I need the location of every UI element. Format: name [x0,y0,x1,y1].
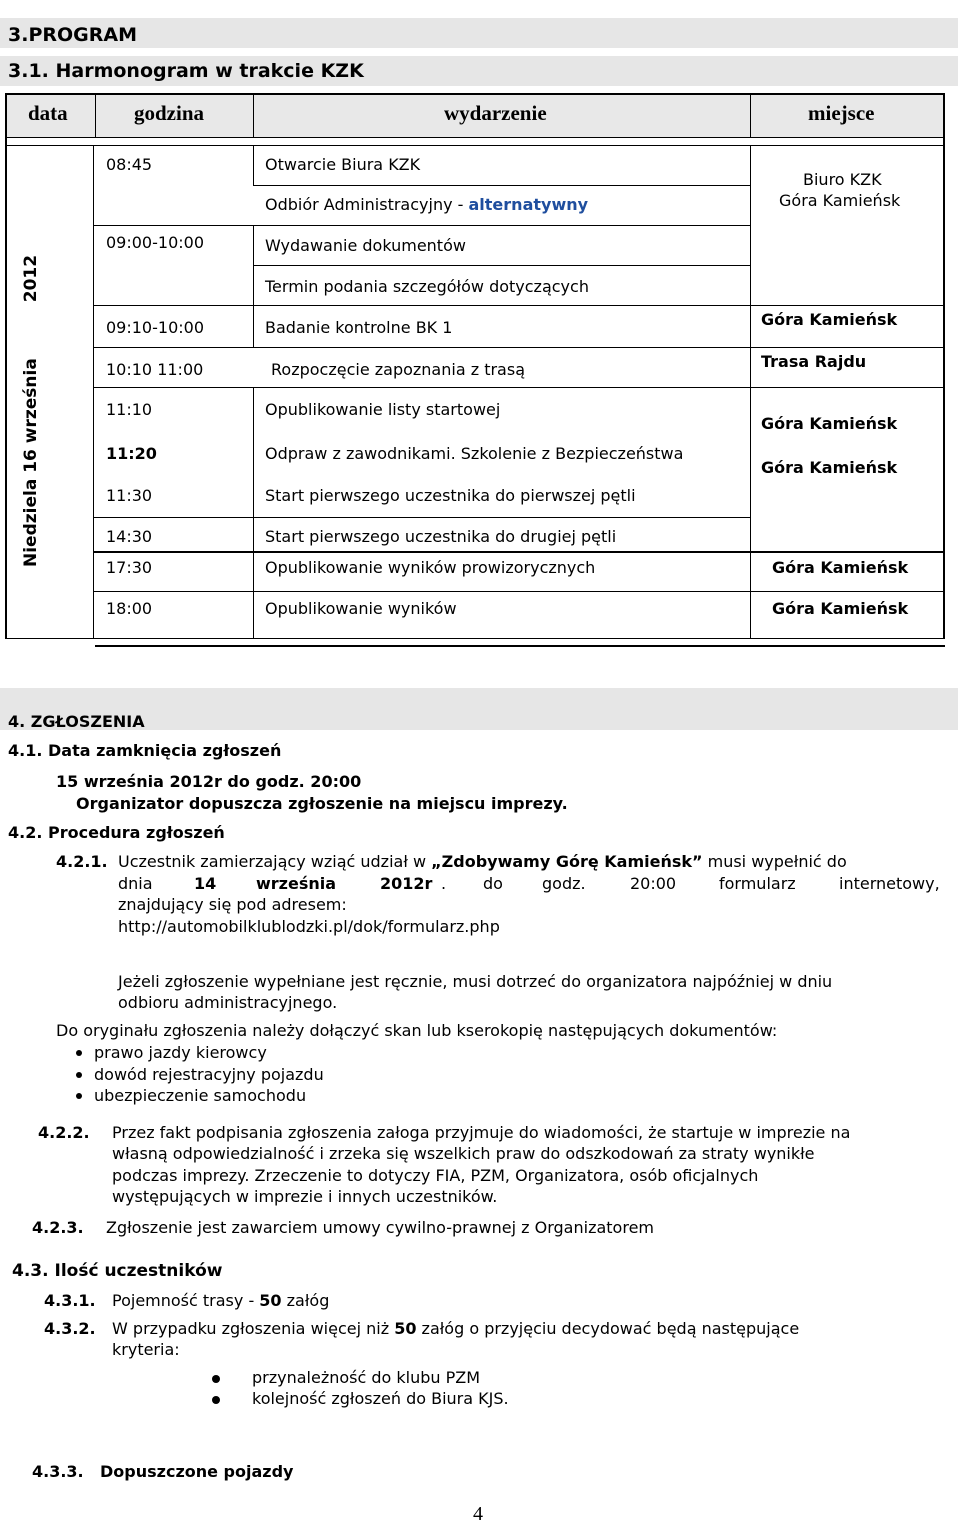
text: załóg [281,1291,330,1310]
page-number: 4 [473,1503,483,1525]
table-border [750,145,751,551]
row-place: Góra Kamieńsk [761,414,898,433]
row-event: Start pierwszego uczestnika do pierwszej pętli [265,486,636,505]
section433-title: Dopuszczone pojazdy [100,1462,294,1481]
section432-line2: kryteria: [112,1340,180,1359]
row-place: Góra Kamieńsk [772,599,909,618]
manual-note-line2: odbioru administracyjnego. [118,993,338,1012]
table-border [95,638,945,639]
doc-item: prawo jazdy kierowcy [94,1043,267,1062]
manual-note-line1: Jeżeli zgłoszenie wypełniane jest ręcznie, musi dotrzeć do organizatora najpóźniej w dniu [118,972,833,991]
section3-title: 3.PROGRAM [8,24,137,46]
criteria-item: przynależność do klubu PZM [252,1368,481,1387]
date-label-year: 2012 [21,254,41,303]
header-miejsce: miejsce [808,101,875,125]
row-place: Góra Kamieńsk [772,558,909,577]
section421-text: musi wypełnić do [702,852,847,871]
bullet-icon [76,1050,82,1056]
bullet-icon [76,1072,82,1078]
row-time: 11:10 [106,400,153,419]
section422-line: własną odpowiedzialność i zrzeka się wszelkich praw do odszkodowań za straty wynikłe [112,1144,815,1163]
section431-num: 4.3.1. [44,1291,96,1310]
section422-line: podczas imprezy. Zrzeczenie to dotyczy FIA, PZM, Organizatora, osób oficjalnych [112,1166,759,1185]
row-place: Trasa Rajdu [761,352,867,371]
row-time: 09:10-10:00 [106,318,204,337]
section41-title: 4.1. Data zamknięcia zgłoszeń [8,741,282,760]
quote-open: „ [431,852,442,871]
word: 2012r [380,874,433,893]
doc-item: ubezpieczenie samochodu [94,1086,307,1105]
number: 50 [259,1291,282,1310]
table-border [5,93,945,95]
row-place: Góra Kamieńsk [761,310,898,329]
row-event-text: Odbiór Administracyjny - [265,195,469,214]
table-border [93,145,94,639]
row-time: 17:30 [106,558,153,577]
quote-close: ” [692,852,703,871]
section43-title: 4.3. Ilość uczestników [12,1261,223,1281]
bullet-icon [212,1396,220,1404]
row-event: Opublikowanie wyników [265,599,457,618]
text: załóg o przyjęciu decydować będą następujące [416,1319,800,1338]
word: do [483,874,503,893]
header-godzina: godzina [134,101,205,125]
bullet-icon [212,1375,220,1383]
biuro-place: Biuro KZK [803,170,882,189]
row-time: 10:10 11:00 [106,360,204,379]
row-event: Odpraw z zawodnikami. Szkolenie z Bezpieczeństwa [265,444,684,463]
documents-intro: Do oryginału zgłoszenia należy dołączyć skan lub kserokopię następujących dokumentów: [56,1021,778,1040]
section423-num: 4.2.3. [32,1218,84,1237]
header-data: data [28,101,68,125]
section421-text: Uczestnik zamierzający wziąć udział w [118,852,432,871]
row-time: 11:30 [106,486,153,505]
row-time: 11:20 [106,444,157,463]
section423-text: Zgłoszenie jest zawarciem umowy cywilno-prawnej z Organizatorem [106,1218,654,1237]
biuro-place: Góra Kamieńsk [779,191,901,210]
table-border [5,93,7,639]
table-border [943,93,945,639]
word: formularz [719,874,796,893]
row-event: Otwarcie Biura KZK [265,155,421,174]
section421-line1 [118,852,847,871]
word: dnia [118,874,153,893]
section422-num: 4.2.2. [38,1123,90,1142]
table-border [253,93,254,137]
table-border [93,225,750,226]
section421-line3: znajdujący się pod adresem: [118,895,347,914]
row-time: 14:30 [106,527,153,546]
header-wydarzenie: wydarzenie [444,101,547,125]
word: . [441,874,447,893]
section4-title: 4. ZGŁOSZENIA [8,712,145,731]
table-border [93,591,945,592]
table-border [750,551,751,639]
section432-text [112,1319,799,1338]
row-time: 09:00-10:00 [106,233,204,252]
word: 14 [194,874,217,893]
row-event: Opublikowanie wyników prowizorycznych [265,558,596,577]
criteria-item: kolejność zgłoszeń do Biura KJS. [252,1389,509,1408]
section433-num: 4.3.3. [32,1462,84,1481]
row-event: Opublikowanie listy startowej [265,400,501,419]
word: 20:00 [630,874,677,893]
date-label [21,254,43,567]
table-border [750,93,751,137]
table-border [93,347,945,348]
table-border [95,93,96,137]
table-border [5,137,945,138]
row-event: Start pierwszego uczestnika do drugiej pętli [265,527,617,546]
table-border [5,145,945,146]
table-border [253,387,254,639]
table-border [253,145,254,185]
row-event [265,195,588,214]
table-border [93,387,945,388]
date-label-day: Niedziela 16 września [21,358,41,567]
word: godz. [542,874,586,893]
section41-line2: Organizator dopuszcza zgłoszenie na miejscu imprezy. [76,794,568,813]
row-event: Badanie kontrolne BK 1 [265,318,453,337]
row-time: 08:45 [106,155,153,174]
form-url[interactable]: http://automobilklublodzki.pl/dok/formularz.php [118,917,500,936]
table-border [253,305,254,347]
row-place: Góra Kamieńsk [761,458,898,477]
table-border [93,517,750,518]
row-event: Termin podania szczegółów dotyczących [265,277,589,296]
doc-item: dowód rejestracyjny pojazdu [94,1065,324,1084]
table-border [95,645,945,647]
row-time: 18:00 [106,599,153,618]
table-border [5,638,95,639]
table-border [253,185,750,186]
section31-title: 3.1. Harmonogram w trakcie KZK [8,60,364,82]
number: 50 [394,1319,417,1338]
row-event-highlight: alternatywny [468,195,589,214]
section422-line: występujących w imprezie i innych uczestników. [112,1187,498,1206]
bullet-icon [76,1093,82,1099]
text: Pojemność trasy - [112,1291,260,1310]
text: W przypadku zgłoszenia więcej niż [112,1319,395,1338]
event-name: Zdobywamy Górę Kamieńsk [441,852,693,871]
row-event: Wydawanie dokumentów [265,236,466,255]
section421-num: 4.2.1. [56,852,108,871]
section42-title: 4.2. Procedura zgłoszeń [8,823,225,842]
word: internetowy, [839,874,940,893]
table-border [93,305,945,306]
row-event: Rozpoczęcie zapoznania z trasą [271,360,525,379]
section432-num: 4.3.2. [44,1319,96,1338]
word: września [256,874,337,893]
section431-text [112,1291,329,1310]
table-border [93,551,945,553]
section3-heading-bar [0,18,958,48]
section41-line1: 15 września 2012r do godz. 20:00 [56,772,362,791]
section422-line: Przez fakt podpisania zgłoszenia załoga przyjmuje do wiadomości, że startuje w imprezie na [112,1123,851,1142]
table-border [253,265,750,266]
